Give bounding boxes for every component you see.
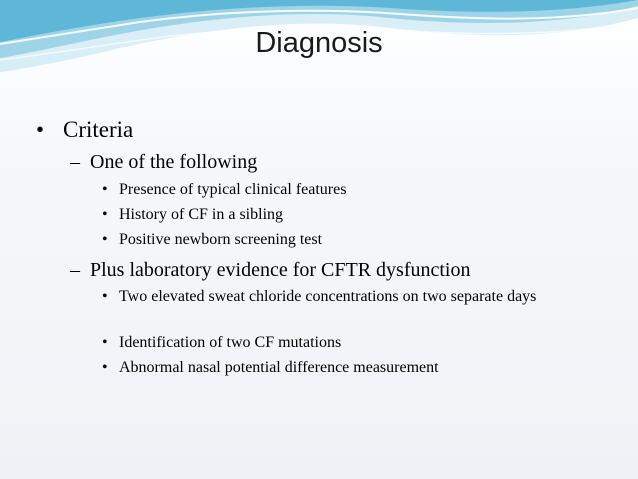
list-item — [102, 231, 322, 249]
list-item — [102, 286, 562, 308]
subbullet-plus-lab — [70, 259, 471, 282]
subbullet-one-of-text: One of the following — [90, 151, 258, 173]
bullet-dot-icon: • — [102, 181, 108, 198]
bullet-dot-icon: • — [36, 117, 45, 142]
bullet-dot-icon: • — [102, 231, 108, 248]
bullet-criteria — [36, 117, 133, 143]
bullet-criteria-text: Criteria — [63, 117, 134, 142]
list-item — [102, 181, 346, 199]
bullet-dot-icon: • — [102, 288, 108, 305]
bullet-dot-icon: • — [102, 334, 108, 351]
list-item — [102, 334, 341, 352]
list-item-text: Identification of two CF mutations — [119, 334, 342, 351]
bullet-dot-icon: • — [102, 206, 108, 223]
list-item-text: Abnormal nasal potential difference measurement — [119, 359, 439, 376]
slide-title: Diagnosis — [255, 27, 383, 59]
list-item-text: Positive newborn screening test — [119, 231, 323, 248]
subbullet-plus-lab-text: Plus laboratory evidence for CFTR dysfunction — [90, 259, 471, 281]
list-item-text: History of CF in a sibling — [119, 206, 284, 223]
subbullet-one-of — [70, 151, 257, 174]
list-item-text: Presence of typical clinical features — [119, 181, 347, 198]
list-item-text: Two elevated sweat chloride concentrations on two separate days — [119, 288, 537, 305]
dash-icon: – — [70, 259, 80, 281]
list-item — [102, 206, 283, 224]
dash-icon: – — [70, 151, 80, 173]
bullet-dot-icon: • — [102, 359, 108, 376]
list-item — [102, 359, 439, 377]
